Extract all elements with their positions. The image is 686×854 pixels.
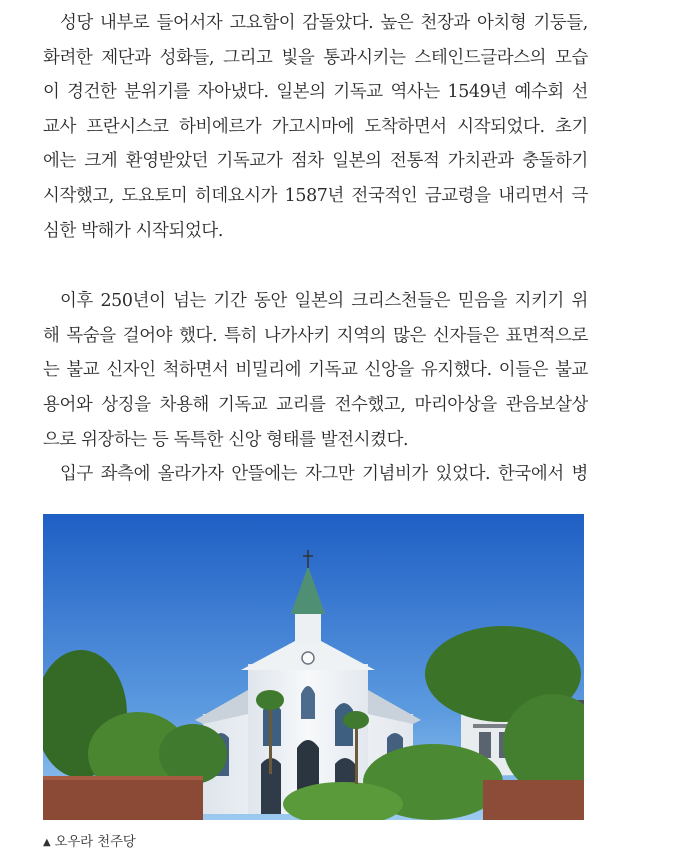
photo-caption (43, 830, 136, 850)
paragraph-2 (43, 284, 588, 457)
text-line: 이후 250년이 넘는 기간 동안 일본의 크리스천들은 믿음을 지키기 위 (60, 291, 588, 312)
text-line: 으로 위장하는 등 독특한 신앙 형태를 발전시켰다. (43, 429, 409, 450)
caption-text: 오우라 천주당 (54, 834, 136, 850)
text-line: 이 경건한 분위기를 자아냈다. 일본의 기독교 역사는 1549년 예수회 선 (43, 82, 588, 103)
triangle-marker: ▲ (43, 837, 51, 848)
text-line: 화려한 제단과 성화들, 그리고 빛을 통과시키는 스테인드글라스의 모습 (43, 47, 588, 68)
paragraph-gap (43, 248, 588, 284)
text-line: 심한 박해가 시작되었다. (43, 220, 224, 241)
oura-church-illustration (43, 514, 584, 820)
text-line: 시작했고, 도요토미 히데요시가 1587년 전국적인 금교령을 내리면서 극 (43, 185, 588, 206)
church-photo (43, 514, 584, 820)
text-line: 교사 프란시스코 하비에르가 가고시마에 도착하면서 시작되었다. 초기 (43, 116, 588, 137)
text-line: 입구 좌측에 올라가자 안뜰에는 자그만 기념비가 있었다. 한국에서 병 (60, 464, 588, 485)
text-line: 에는 크게 환영받았던 기독교가 점차 일본의 전통적 가치관과 충돌하기 (43, 151, 588, 172)
text-line: 해 목숨을 걸어야 했다. 특히 나가사키 지역의 많은 신자들은 표면적으로 (43, 325, 588, 346)
paragraph-3 (43, 457, 588, 492)
article-body (43, 6, 588, 492)
paragraph-1 (43, 6, 588, 248)
text-line: 용어와 상징을 차용해 기독교 교리를 전수했고, 마리아상을 관음보살상 (43, 394, 588, 415)
text-line: 는 불교 신자인 척하면서 비밀리에 기독교 신앙을 유지했다. 이들은 불교 (43, 360, 588, 381)
brick-wall-right (483, 780, 584, 820)
brick-wall (43, 776, 203, 820)
text-line: 성당 내부로 들어서자 고요함이 감돌았다. 높은 천장과 아치형 기둥들, (60, 13, 588, 33)
